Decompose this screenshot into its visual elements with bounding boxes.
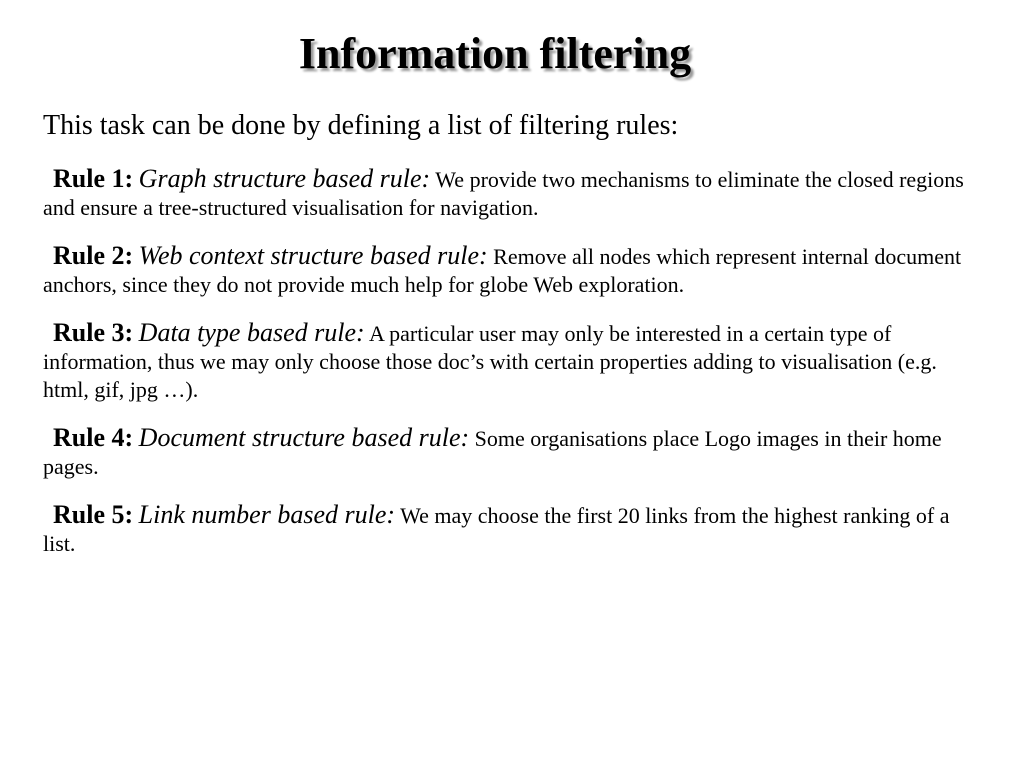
rule-description: We provide two mechanisms to eliminate the closed regions and ensure a tree-structured visualisation for navigation. xyxy=(43,167,964,220)
rule-name: Document structure based rule: xyxy=(138,423,470,452)
rule-label: Rule 4: xyxy=(53,423,134,452)
rule-description: We may choose the first 20 links from the highest ranking of a list. xyxy=(43,503,950,556)
rule-item xyxy=(43,424,973,481)
rule-description: Some organisations place Logo images in their home pages. xyxy=(43,426,942,479)
intro-text: This task can be done by defining a list of filtering rules: xyxy=(43,110,679,141)
rule-label: Rule 2: xyxy=(53,241,134,270)
rules-list xyxy=(43,165,973,578)
rule-item xyxy=(43,242,973,299)
rule-name: Web context structure based rule: xyxy=(138,241,488,270)
rule-description: Remove all nodes which represent internal document anchors, since they do not provide much help for globe Web exploration. xyxy=(43,244,962,297)
rule-name: Graph structure based rule: xyxy=(138,164,431,193)
rule-name: Link number based rule: xyxy=(138,500,396,529)
rule-name: Data type based rule: xyxy=(138,318,365,347)
rule-description: A particular user may only be interested in a certain type of information, thus we may only choose those doc’s with certain properties adding to visualisation (e.g. html, gif, jpg …). xyxy=(43,321,937,402)
rule-label: Rule 3: xyxy=(53,318,134,347)
rule-item xyxy=(43,319,973,404)
slide-title: Information filtering xyxy=(298,29,692,78)
rule-label: Rule 5: xyxy=(53,500,134,529)
rule-item xyxy=(43,501,973,558)
rule-item xyxy=(43,165,973,222)
rule-label: Rule 1: xyxy=(53,164,134,193)
